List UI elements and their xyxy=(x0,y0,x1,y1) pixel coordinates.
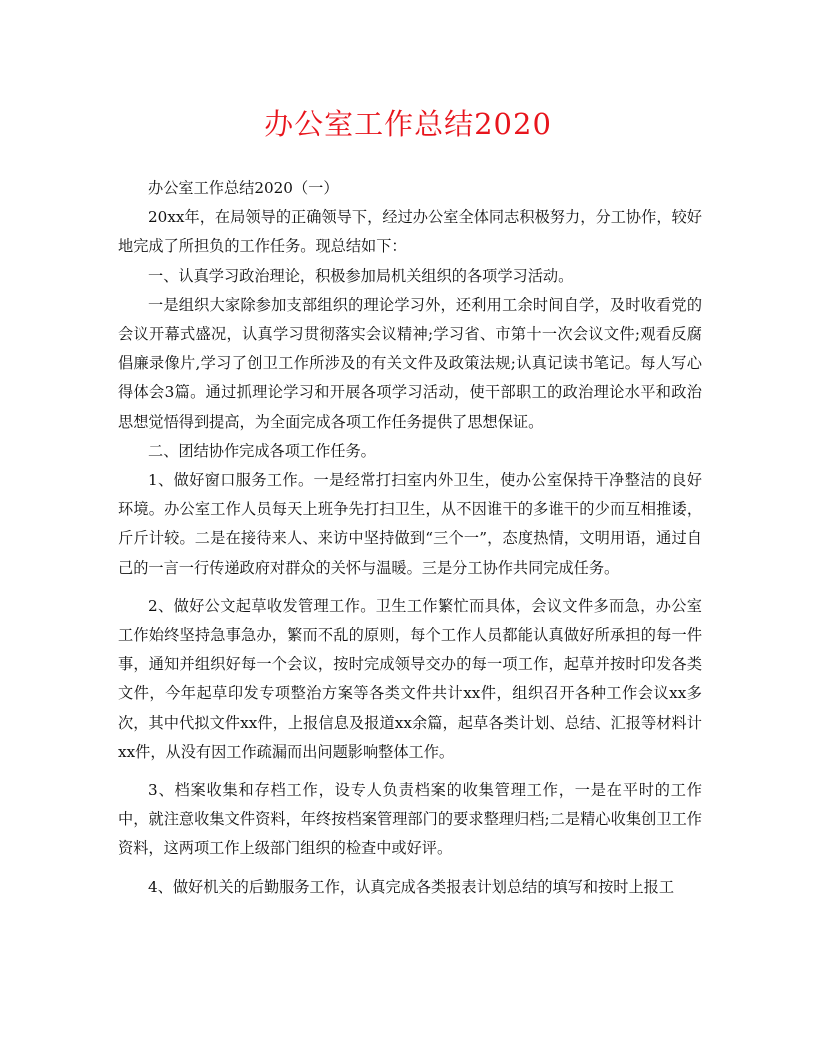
document-title: 办公室工作总结2020 xyxy=(264,107,552,141)
section-heading-1: 一、认真学习政治理论，积极参加局机关组织的各项学习活动。 xyxy=(148,266,574,285)
body-paragraph: 一是组织大家除参加支部组织的理论学习外，还利用工余时间自学，及时收看党的会议开幕式盛况，认真学习贯彻落实会议精神;学习省、市第十一次会议文件;观看反腐倡廉录像片,学习了创卫工作所涉及的有关文件及政策法规;认真记读书笔记。每人写心得体会3篇。通过抓理论学习和开展各项学习活动，使干部职工的政治理论水平和政治思想觉悟得到提高，为全面完成各项工作任务提供了思想保证。 xyxy=(118,295,702,431)
intro-paragraph: 20xx年，在局领导的正确领导下，经过办公室全体同志积极努力，分工协作，较好地完成了所担负的工作任务。现总结如下： xyxy=(118,208,702,256)
subtitle-paragraph: 办公室工作总结2020（一） xyxy=(148,179,339,197)
body-paragraph: 4、做好机关的后勤服务工作，认真完成各类报表计划总结的填写和按时上报工 xyxy=(148,877,675,896)
body-paragraph: 3、档案收集和存档工作，设专人负责档案的收集管理工作，一是在平时的工作中，就注意收集文件资料，年终按档案管理部门的要求整理归档;二是精心收集创卫工作资料，这两项工作上级部门组织的检查中或好评。 xyxy=(118,781,702,858)
body-paragraph: 2、做好公文起草收发管理工作。卫生工作繁忙而具体，会议文件多而急，办公室工作始终坚持急事急办，繁而不乱的原则，每个工作人员都能认真做好所承担的每一件事，通知并组织好每一个会议，按时完成领导交办的每一项工作，起草并按时印发各类文件，今年起草印发专项整治方案等各类文件共计xx件，组织召开各种工作会议xx多次，其中代拟文件xx件，上报信息及报道xx余篇，起草各类计划、总结、汇报等材料计xx件，从没有因工作疏漏而出问题影响整体工作。 xyxy=(118,596,702,761)
section-heading-2: 二、团结协作完成各项工作任务。 xyxy=(148,441,376,460)
document-body xyxy=(118,174,702,902)
body-paragraph: 1、做好窗口服务工作。一是经常打扫室内外卫生，使办公室保持干净整洁的良好环境。办公室工作人员每天上班争先打扫卫生，从不因谁干的多谁干的少而互相推诿，斤斤计较。二是在接待来人、来访中坚持做到“三个一”，态度热情，文明用语，通过自己的一言一行传递政府对群众的关怀与温暖。三是分工协作共同完成任务。 xyxy=(118,471,702,577)
